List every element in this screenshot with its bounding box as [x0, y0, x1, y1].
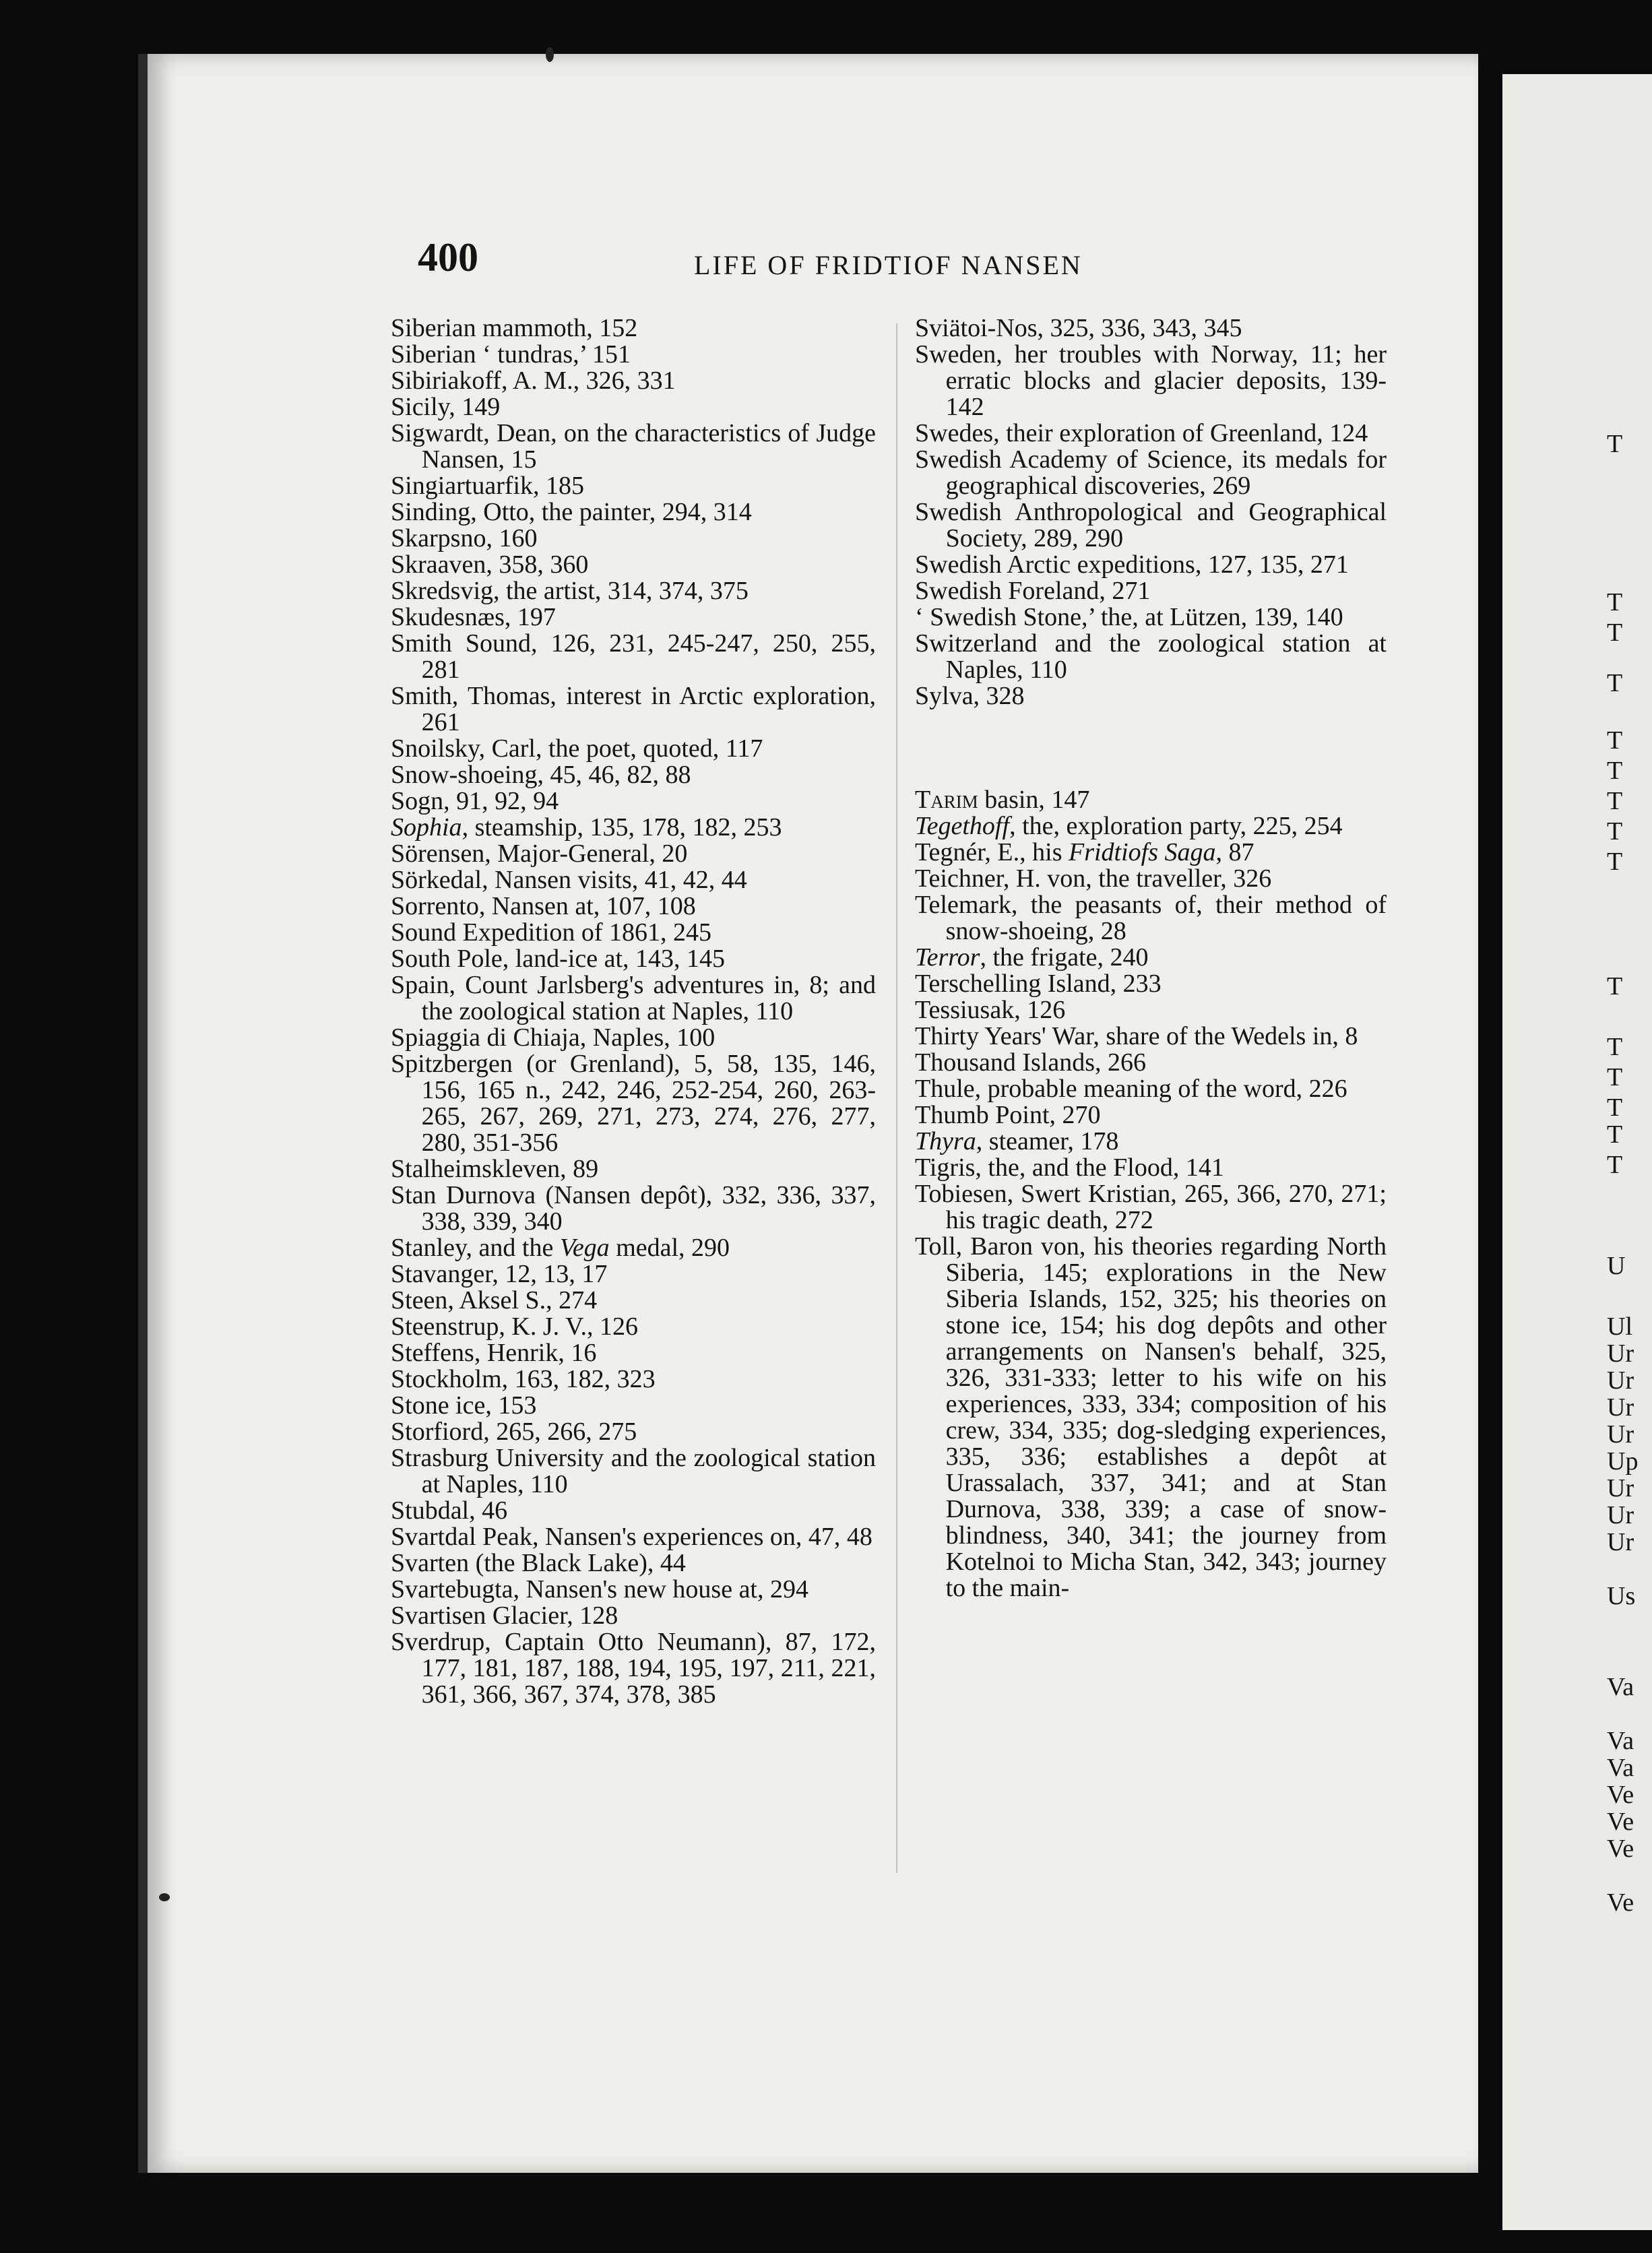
entry-text: Spiaggia di Chiaja, Naples, 100: [391, 1023, 716, 1052]
index-entry: [915, 1181, 1387, 1234]
entry-text: Terschelling Island, 233: [915, 970, 1162, 998]
entry-text: , steamer, 178: [976, 1127, 1119, 1155]
entry-text: Sviätoi-Nos, 325, 336, 343, 345: [915, 314, 1242, 342]
index-entry: [391, 578, 876, 604]
index-entry: [391, 1025, 876, 1051]
index-entry: [391, 368, 876, 394]
entry-text: Sverdrup, Captain Otto Neumann), 87, 172, 177, 181, 187, 188, 194, 195, 197, 211, 221, 361, 366, 367, 374, 378, 385: [391, 1628, 876, 1709]
index-entry: [391, 1550, 876, 1577]
facing-page-letter: T: [1607, 848, 1623, 876]
print-speck: [546, 47, 554, 62]
facing-page-letter: T: [1607, 1093, 1623, 1122]
index-column-right: [915, 315, 1387, 1601]
entry-text: Teichner, H. von, the traveller, 326: [915, 864, 1272, 893]
index-entry: [391, 946, 876, 972]
index-entry: [391, 1314, 876, 1340]
index-entry: [915, 1076, 1387, 1102]
entry-text: Sorrento, Nansen at, 107, 108: [391, 892, 696, 920]
entry-italic-title: Vega: [559, 1234, 610, 1262]
facing-page-letter: Ur: [1607, 1393, 1634, 1422]
entry-text: Strasburg University and the zoological station at Naples, 110: [391, 1444, 876, 1498]
facing-page-letter: T: [1607, 669, 1623, 697]
facing-page-letter: Ve: [1607, 1889, 1634, 1917]
facing-page-letter: Va: [1607, 1754, 1634, 1782]
index-entry: [391, 604, 876, 631]
index-entry: [915, 420, 1387, 447]
entry-text: Spitzbergen (or Grenland), 5, 58, 135, 146, 156, 165 n., 242, 246, 252-254, 260, 263-265, 267, 269, 271, 273, 274, 276, 277, 280, 351-356: [391, 1050, 876, 1157]
page-number: 400: [418, 235, 478, 280]
entry-text: Stone ice, 153: [391, 1391, 537, 1420]
index-entry: [391, 526, 876, 552]
entry-text: Skarpsno, 160: [391, 524, 538, 552]
index-entry: [915, 1155, 1387, 1181]
index-entry: [391, 1629, 876, 1708]
index-entry: [391, 473, 876, 499]
entry-text: Switzerland and the zoological station at Naples, 110: [915, 629, 1387, 684]
index-entry: [391, 1419, 876, 1445]
index-entry: [915, 1050, 1387, 1076]
index-entry: [391, 631, 876, 683]
entry-text: Sogn, 91, 92, 94: [391, 787, 559, 815]
facing-page-letter: T: [1607, 757, 1623, 785]
facing-page-letter: T: [1607, 817, 1623, 846]
facing-page-letter: Va: [1607, 1673, 1634, 1701]
entry-text: Smith, Thomas, interest in Arctic exploration, 261: [391, 682, 876, 736]
index-entry: [915, 447, 1387, 499]
entry-text: Svartisen Glacier, 128: [391, 1601, 618, 1630]
entry-text: Storfiord, 265, 266, 275: [391, 1418, 637, 1446]
entry-text: Thule, probable meaning of the word, 226: [915, 1075, 1347, 1103]
index-entry: [391, 1577, 876, 1603]
facing-page-letter: Ve: [1607, 1808, 1634, 1836]
entry-text: Tegnér, E., his: [915, 838, 1069, 866]
facing-page-letter: Ur: [1607, 1474, 1634, 1502]
entry-text: Spain, Count Jarlsberg's adventures in, 8; and the zoological station at Naples, 110: [391, 971, 876, 1025]
entry-text: , steamship, 135, 178, 182, 253: [462, 813, 782, 842]
entry-text: Stubdal, 46: [391, 1496, 508, 1525]
index-entry: [915, 578, 1387, 604]
index-entry: [391, 788, 876, 815]
entry-heading-smallcaps: Tarim: [915, 786, 978, 814]
index-entry: [391, 815, 876, 841]
index-column-left: [391, 315, 876, 1708]
index-entry: [391, 420, 876, 473]
entry-text: Swedish Arctic expeditions, 127, 135, 271: [915, 550, 1349, 579]
entry-text: , 87: [1215, 838, 1254, 866]
entry-text: Thousand Islands, 266: [915, 1048, 1147, 1077]
index-entry: [915, 499, 1387, 552]
entry-text: medal, 290: [609, 1234, 730, 1262]
index-entry: [391, 762, 876, 788]
entry-text: Skudesnæs, 197: [391, 603, 556, 631]
facing-page-letter: Us: [1607, 1582, 1636, 1610]
index-entry: [915, 631, 1387, 683]
entry-text: Swedish Academy of Science, its medals for geographical discoveries, 269: [915, 445, 1387, 500]
entry-text: Stan Durnova (Nansen depôt), 332, 336, 337, 338, 339, 340: [391, 1181, 876, 1236]
entry-text: Steen, Aksel S., 274: [391, 1286, 598, 1314]
facing-page-letter: T: [1607, 787, 1623, 815]
facing-page-letter: Ur: [1607, 1528, 1634, 1556]
entry-text: Steenstrup, K. J. V., 126: [391, 1312, 639, 1341]
index-entry: [915, 813, 1387, 839]
index-entry: [391, 1235, 876, 1261]
index-entry: [915, 1102, 1387, 1129]
index-entry: [915, 1129, 1387, 1155]
index-entry: [391, 342, 876, 368]
entry-text: Thirty Years' War, share of the Wedels in, 8: [915, 1022, 1358, 1050]
index-entry: [915, 315, 1387, 342]
index-entry: [915, 997, 1387, 1023]
index-entry: [391, 972, 876, 1025]
index-entry: [391, 315, 876, 342]
facing-page-letter: Va: [1607, 1727, 1634, 1755]
index-entry: [915, 971, 1387, 997]
entry-text: Siberian ‘ tundras,’ 151: [391, 340, 631, 369]
index-entry: [915, 1023, 1387, 1050]
entry-text: Smith Sound, 126, 231, 245-247, 250, 255, 281: [391, 629, 876, 684]
entry-text: , the frigate, 240: [980, 943, 1149, 972]
facing-page-letter: Ul: [1607, 1312, 1632, 1341]
index-entry: [391, 841, 876, 867]
index-entry: [915, 945, 1387, 971]
entry-text: Skredsvig, the artist, 314, 374, 375: [391, 577, 749, 605]
entry-italic-title: Fridtiofs Saga: [1068, 838, 1216, 866]
facing-page-letter: T: [1607, 430, 1623, 458]
entry-text: Stockholm, 163, 182, 323: [391, 1365, 656, 1393]
entry-text: Sibiriakoff, A. M., 326, 331: [391, 367, 676, 395]
entry-text: Swedish Foreland, 271: [915, 577, 1151, 605]
index-entry: [391, 683, 876, 736]
index-entry: [915, 342, 1387, 420]
entry-text: Sweden, her troubles with Norway, 11; her erratic blocks and glacier deposits, 139-142: [915, 340, 1387, 421]
entry-text: Tessiusak, 126: [915, 996, 1066, 1024]
index-entry: [391, 1366, 876, 1393]
facing-page-letter: Ve: [1607, 1781, 1634, 1809]
index-entry: [391, 1445, 876, 1498]
index-entry: [915, 839, 1387, 866]
entry-text: Snow-shoeing, 45, 46, 82, 88: [391, 761, 691, 789]
index-entry: [391, 499, 876, 526]
entry-text: Siberian mammoth, 152: [391, 314, 638, 342]
entry-text: Stavanger, 12, 13, 17: [391, 1260, 608, 1288]
facing-page-letter: Up: [1607, 1447, 1639, 1475]
index-entry: [915, 1234, 1387, 1601]
index-entry: [391, 893, 876, 920]
entry-italic-title: Thyra: [915, 1127, 976, 1155]
entry-text: Svarten (the Black Lake), 44: [391, 1549, 686, 1577]
facing-page-letter: Ve: [1607, 1835, 1634, 1863]
index-entry: [391, 920, 876, 946]
facing-page-letter: T: [1607, 1063, 1623, 1091]
entry-text: ‘ Swedish Stone,’ the, at Lützen, 139, 140: [915, 603, 1343, 631]
index-entry: [915, 604, 1387, 631]
entry-text: Tigris, the, and the Flood, 141: [915, 1153, 1224, 1182]
index-entry: [391, 1261, 876, 1288]
entry-italic-title: Terror: [915, 943, 980, 972]
index-entry: [391, 1182, 876, 1235]
entry-text: Svartebugta, Nansen's new house at, 294: [391, 1575, 808, 1604]
index-entry: [915, 866, 1387, 892]
index-entry: [391, 1156, 876, 1182]
entry-text: Sound Expedition of 1861, 245: [391, 918, 712, 947]
facing-page-letter: T: [1607, 1120, 1623, 1149]
index-entry: [391, 1393, 876, 1419]
entry-text: , the, exploration party, 225, 254: [1009, 812, 1343, 840]
entry-text: Sicily, 149: [391, 393, 501, 421]
index-entry: [915, 787, 1387, 813]
entry-text: Sigwardt, Dean, on the characteristics of Judge Nansen, 15: [391, 419, 876, 474]
entry-text: Thumb Point, 270: [915, 1101, 1101, 1129]
facing-page-letter: Ur: [1607, 1501, 1634, 1529]
index-entry: [915, 892, 1387, 945]
entry-italic-title: Tegethoff: [915, 812, 1010, 840]
facing-page-letter: Ur: [1607, 1339, 1634, 1368]
facing-page-letter: T: [1607, 1151, 1623, 1179]
entry-text: Telemark, the peasants of, their method of snow-shoeing, 28: [915, 891, 1387, 945]
facing-page-letter: T: [1607, 588, 1623, 616]
index-entry: [391, 394, 876, 420]
entry-text: Skraaven, 358, 360: [391, 550, 589, 579]
entry-text: Sörkedal, Nansen visits, 41, 42, 44: [391, 866, 747, 894]
index-entry: [391, 1051, 876, 1156]
facing-page-letter: T: [1607, 972, 1623, 1001]
facing-page-letter: U: [1607, 1252, 1626, 1280]
facing-page-letter: T: [1607, 1033, 1623, 1061]
entry-text: Swedish Anthropological and Geographical Society, 289, 290: [915, 498, 1387, 552]
entry-italic-title: Sophia: [391, 813, 462, 842]
entry-text: basin, 147: [978, 786, 1090, 814]
index-entry: [915, 552, 1387, 578]
column-gutter: [896, 323, 897, 1873]
letter-section-break: [915, 709, 1387, 787]
entry-text: Steffens, Henrik, 16: [391, 1339, 597, 1367]
index-entry: [391, 1288, 876, 1314]
index-entry: [391, 1340, 876, 1366]
entry-text: Stalheimskleven, 89: [391, 1155, 599, 1183]
facing-page-letter: T: [1607, 618, 1623, 647]
print-speck: [159, 1893, 170, 1901]
entry-text: South Pole, land-ice at, 143, 145: [391, 945, 726, 973]
facing-page-letters: [1607, 0, 1652, 2253]
entry-text: Singiartuarfik, 185: [391, 472, 585, 500]
index-entry: [915, 683, 1387, 709]
facing-page-letter: Ur: [1607, 1366, 1634, 1395]
index-entry: [391, 552, 876, 578]
entry-text: Tobiesen, Swert Kristian, 265, 366, 270, 271; his tragic death, 272: [915, 1180, 1387, 1234]
entry-text: Toll, Baron von, his theories regarding North Siberia, 145; explorations in the New Siberia Islands, 152, 325; his theories on stone ice, 154; his dog depôts and other arrangements on Nansen's behalf, 325, 326, 331-333; letter to his wife on his experiences, 333, 334; composition of his crew, 334, 335; dog-sledging experiences, 335, 336; establishes a depôt at Urassalach, 337, 341; and at Stan Durnova, 338, 339; a case of snow-blindness, 340, 341; the journey from Kotelnoi to Micha Stan, 342, 343; journey to the main-: [915, 1232, 1387, 1602]
facing-page-letter: Ur: [1607, 1420, 1634, 1449]
index-entry: [391, 1603, 876, 1629]
entry-text: Svartdal Peak, Nansen's experiences on, 47, 48: [391, 1523, 872, 1551]
entry-text: Sörensen, Major-General, 20: [391, 839, 688, 868]
entry-text: Sinding, Otto, the painter, 294, 314: [391, 498, 752, 526]
index-entry: [391, 867, 876, 893]
entry-text: Stanley, and the: [391, 1234, 560, 1262]
entry-text: Swedes, their exploration of Greenland, 124: [915, 419, 1368, 447]
index-entry: [391, 1498, 876, 1524]
running-head: LIFE OF FRIDTIOF NANSEN: [694, 250, 1083, 280]
index-entry: [391, 736, 876, 762]
entry-text: Sylva, 328: [915, 682, 1025, 710]
entry-text: Snoilsky, Carl, the poet, quoted, 117: [391, 734, 763, 763]
facing-page-letter: T: [1607, 726, 1623, 755]
index-entry: [391, 1524, 876, 1550]
